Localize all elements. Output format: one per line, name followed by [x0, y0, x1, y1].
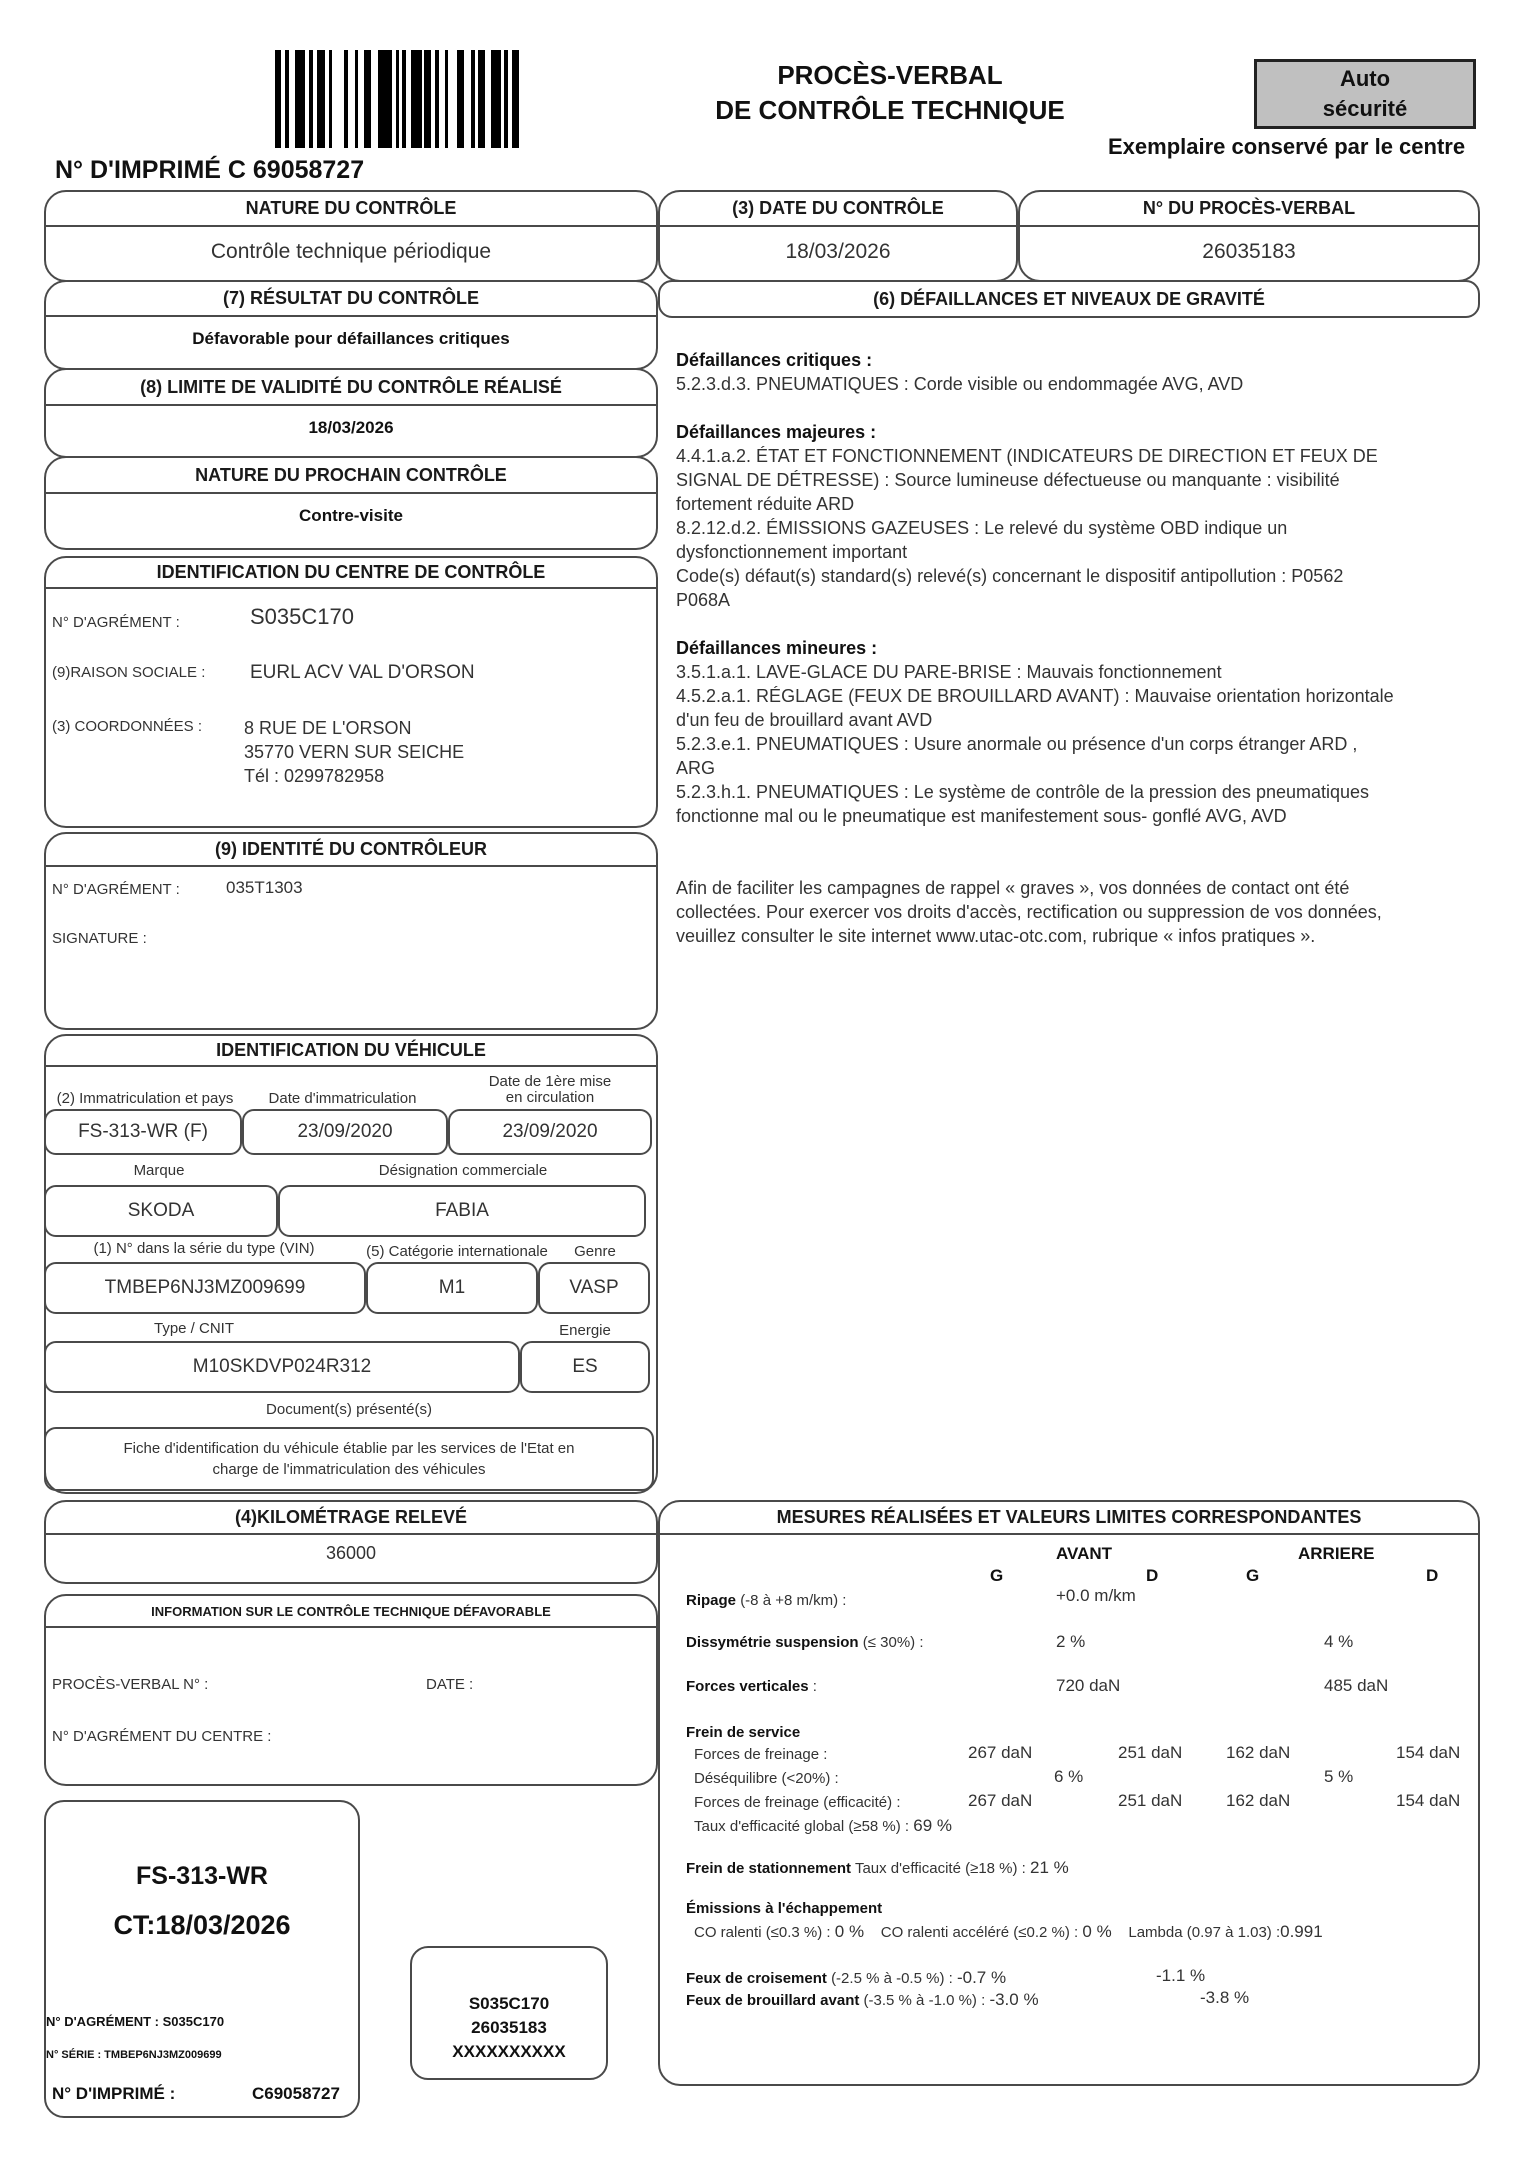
frein-stationnement-row: Frein de stationnement Taux d'efficacité (≥18 %) : 21 % — [686, 1858, 1069, 1877]
efficacite-avg: 267 daN — [968, 1791, 1033, 1810]
barcode-icon — [275, 50, 525, 148]
genre-label: Genre — [574, 1243, 616, 1260]
info-pv-label: PROCÈS-VERBAL N° : — [52, 1676, 209, 1693]
date-mise-label-1: Date de 1ère mise — [488, 1073, 612, 1090]
info-defavorable-label: INFORMATION SUR LE CONTRÔLE TECHNIQUE DÉFAVORABLE — [46, 1596, 656, 1628]
forces-verticales-avant: 720 daN — [1056, 1676, 1121, 1695]
documents-line-1: Fiche d'identification du véhicule établie par les services de l'Etat en — [123, 1440, 575, 1457]
ripage-row: Ripage (-8 à +8 m/km) : — [686, 1592, 847, 1609]
signature-label: SIGNATURE : — [52, 930, 147, 947]
mineure-item: 5.2.3.e.1. PNEUMATIQUES : Usure anormale ou présence d'un corps étranger ARD , ARG — [676, 734, 1358, 778]
dissymetrie-row: Dissymétrie suspension (≤ 30%) : — [686, 1634, 924, 1651]
feux-croisement-row: Feux de croisement (-2.5 % à -0.5 %) : -0.7 % — [686, 1968, 1007, 1987]
prochain-controle-value: Contre-visite — [299, 506, 403, 525]
sticker-box — [44, 1800, 360, 2118]
categorie-value: M1 — [366, 1262, 538, 1314]
immat-label: (2) Immatriculation et pays — [56, 1090, 234, 1107]
desequilibre-avant: 6 % — [1054, 1767, 1084, 1786]
stamp-box — [410, 1946, 608, 2080]
date-immat-value: 23/09/2020 — [242, 1109, 448, 1155]
frein-service-title: Frein de service — [686, 1724, 801, 1741]
kilometrage-box — [44, 1500, 658, 1584]
efficacite-avd: 251 daN — [1118, 1791, 1183, 1810]
date-mise-label-2: en circulation — [505, 1089, 595, 1106]
nature-controle-value: Contrôle technique périodique — [210, 240, 492, 263]
forces-freinage-avg: 267 daN — [968, 1743, 1033, 1762]
sticker-imprime-value: C69058727 — [252, 2084, 340, 2103]
stamp-text — [412, 1992, 606, 2064]
numero-pv-label: N° DU PROCÈS-VERBAL — [1020, 192, 1478, 227]
centre-address — [244, 716, 464, 788]
designation-value: FABIA — [278, 1185, 646, 1237]
type-label: Type / CNIT — [153, 1320, 235, 1337]
forces-freinage-ard: 154 daN — [1396, 1743, 1461, 1762]
feux-brouillard-d: -3.8 % — [1200, 1988, 1250, 2007]
marque-label: Marque — [133, 1162, 185, 1179]
limite-validite-value: 18/03/2026 — [308, 418, 394, 437]
centre-box — [44, 556, 658, 828]
stamp-line-3: XXXXXXXXXX — [452, 2042, 566, 2061]
mesures-label: MESURES RÉALISÉES ET VALEURS LIMITES CORRESPONDANTES — [660, 1502, 1478, 1535]
date-mise-label — [445, 1074, 655, 1106]
centre-coord-label: (3) COORDONNÉES : — [52, 718, 203, 735]
defaillances-header-box — [658, 280, 1480, 318]
sticker-ct-date: CT:18/03/2026 — [113, 1910, 291, 1940]
address-line-2: 35770 VERN SUR SEICHE — [244, 742, 465, 762]
marque-value: SKODA — [44, 1185, 278, 1237]
info-date-label: DATE : — [426, 1676, 474, 1693]
sticker-imprime-label: N° D'IMPRIMÉ : — [52, 2084, 176, 2103]
col-arriere-d: D — [1426, 1566, 1439, 1585]
title-line-2: DE CONTRÔLE TECHNIQUE — [715, 95, 1065, 125]
forces-freinage-label: Forces de freinage : — [694, 1746, 828, 1763]
title-line-1: PROCÈS-VERBAL — [777, 60, 1003, 90]
majeures-title: Défaillances majeures : — [676, 422, 877, 442]
feux-brouillard-row: Feux de brouillard avant (-3.5 % à -1.0 %) : -3.0 % — [686, 1990, 1039, 2009]
majeure-item: Code(s) défaut(s) standard(s) relevé(s) concernant le dispositif antipollution : P0562 P068A — [676, 566, 1344, 610]
critiques-title: Défaillances critiques : — [676, 350, 873, 370]
documents-line-2: charge de l'immatriculation des véhicules — [212, 1461, 486, 1478]
resultat-value: Défavorable pour défaillances critiques — [192, 329, 510, 348]
numero-pv-box — [1018, 190, 1480, 282]
efficacite-ard: 154 daN — [1396, 1791, 1461, 1810]
prochain-controle-label: NATURE DU PROCHAIN CONTRÔLE — [46, 458, 656, 494]
sticker-plate: FS-313-WR — [136, 1862, 268, 1890]
col-arriere-g: G — [1246, 1566, 1260, 1585]
centre-agrement-value: S035C170 — [250, 604, 354, 629]
designation-label: Désignation commerciale — [378, 1162, 548, 1179]
col-avant-d: D — [1146, 1566, 1159, 1585]
forces-verticales-arriere: 485 daN — [1324, 1676, 1389, 1695]
mineure-item: 5.2.3.h.1. PNEUMATIQUES : Le système de contrôle de la pression des pneumatiques fonctionne mal ou le pneumatique est manifestement sous- gonflé AVG, AVD — [676, 782, 1370, 826]
prochain-controle-box — [44, 456, 658, 550]
controleur-agrement-value: 035T1303 — [226, 878, 303, 897]
type-value: M10SKDVP024R312 — [44, 1341, 520, 1393]
vin-label: (1) N° dans la série du type (VIN) — [93, 1240, 315, 1257]
centre-raison-label: (9)RAISON SOCIALE : — [52, 664, 206, 681]
date-controle-box — [658, 190, 1018, 282]
info-agrement-label: N° D'AGRÉMENT DU CENTRE : — [52, 1728, 272, 1745]
immat-value: FS-313-WR (F) — [44, 1109, 242, 1155]
forces-freinage-arg: 162 daN — [1226, 1743, 1291, 1762]
col-avant: AVANT — [1056, 1544, 1113, 1563]
mineure-item: 3.5.1.a.1. LAVE-GLACE DU PARE-BRISE : Mauvais fonctionnement — [676, 662, 1222, 682]
address-line-1: 8 RUE DE L'ORSON — [244, 718, 412, 738]
categorie-label: (5) Catégorie internationale — [366, 1243, 548, 1260]
date-controle-label: (3) DATE DU CONTRÔLE — [660, 192, 1016, 227]
nature-controle-label: NATURE DU CONTRÔLE — [46, 192, 656, 227]
majeure-item: 4.4.1.a.2. ÉTAT ET FONCTIONNEMENT (INDICATEURS DE DIRECTION ET FEUX DE SIGNAL DE DÉTRESSE) : Source lumineuse défectueuse ou manquante : visibilité fortement réduite ARD — [676, 446, 1378, 514]
info-defavorable-box — [44, 1594, 658, 1786]
mineure-item: 4.5.2.a.1. RÉGLAGE (FEUX DE BROUILLARD AVANT) : Mauvaise orientation horizontale d'un feu de brouillard avant AVD — [676, 686, 1394, 730]
dissymetrie-arriere: 4 % — [1324, 1632, 1354, 1651]
controleur-box — [44, 832, 658, 1030]
document-title — [690, 58, 1090, 128]
documents-label: Document(s) présenté(s) — [266, 1401, 432, 1418]
controleur-agrement-label: N° D'AGRÉMENT : — [52, 881, 180, 898]
stamp-line-2: 26035183 — [471, 2018, 547, 2037]
defaillances-content — [676, 348, 1396, 948]
sticker-serie: N° SÉRIE : TMBEP6NJ3MZ009699 — [46, 2049, 222, 2061]
controleur-label: (9) IDENTITÉ DU CONTRÔLEUR — [46, 834, 656, 867]
date-controle-value: 18/03/2026 — [785, 240, 891, 263]
date-mise-value: 23/09/2020 — [448, 1109, 652, 1155]
mesures-box — [658, 1500, 1480, 2086]
energie-value: ES — [520, 1341, 650, 1393]
forces-freinage-avd: 251 daN — [1118, 1743, 1183, 1762]
critique-item: 5.2.3.d.3. PNEUMATIQUES : Corde visible ou endommagée AVG, AVD — [676, 374, 1244, 394]
defaillances-label: (6) DÉFAILLANCES ET NIVEAUX DE GRAVITÉ — [873, 288, 1265, 309]
vin-value: TMBEP6NJ3MZ009699 — [44, 1262, 366, 1314]
ripage-value: +0.0 m/km — [1056, 1586, 1136, 1605]
dissymetrie-avant: 2 % — [1056, 1632, 1086, 1651]
resultat-box — [44, 280, 658, 370]
print-number: N° D'IMPRIMÉ C 69058727 — [55, 156, 365, 184]
majeure-item: 8.2.12.d.2. ÉMISSIONS GAZEUSES : Le relevé du système OBD indique un dysfonctionnement important — [676, 518, 1288, 562]
taux-efficacite-row: Taux d'efficacité global (≥58 %) : 69 % — [694, 1816, 953, 1835]
phone: Tél : 0299782958 — [244, 766, 385, 786]
privacy-notice: Afin de faciliter les campagnes de rappel « graves », vos données de contact ont été collectées. Pour exercer vos droits d'accès, rectification ou suppression de vos données, veuillez consulter le site internet www.utac-otc.com, rubrique « infos pratiques ». — [676, 878, 1382, 946]
genre-value: VASP — [538, 1262, 650, 1314]
numero-pv-value: 26035183 — [1202, 240, 1296, 263]
date-immat-label: Date d'immatriculation — [268, 1090, 417, 1107]
col-avant-g: G — [990, 1566, 1004, 1585]
forces-verticales-row: Forces verticales : — [686, 1678, 817, 1695]
limite-validite-box — [44, 368, 658, 458]
stamp-line-1: S035C170 — [468, 1994, 550, 2013]
sticker-agrement: N° D'AGRÉMENT : S035C170 — [46, 2014, 225, 2029]
col-arriere: ARRIERE — [1298, 1544, 1375, 1563]
centre-raison-value: EURL ACV VAL D'ORSON — [250, 662, 475, 683]
resultat-label: (7) RÉSULTAT DU CONTRÔLE — [46, 282, 656, 317]
desequilibre-arriere: 5 % — [1324, 1767, 1354, 1786]
copy-note: Exemplaire conservé par le centre — [1108, 134, 1466, 159]
centre-agrement-label: N° D'AGRÉMENT : — [52, 614, 180, 631]
vehicule-label: IDENTIFICATION DU VÉHICULE — [46, 1036, 656, 1067]
brand-line-1: Auto — [1339, 66, 1391, 91]
documents-value — [44, 1427, 654, 1491]
nature-controle-box — [44, 190, 658, 282]
kilometrage-label: (4)KILOMÉTRAGE RELEVÉ — [46, 1502, 656, 1535]
energie-label: Energie — [559, 1322, 611, 1339]
brand-line-2: sécurité — [1322, 96, 1408, 121]
desequilibre-label: Déséquilibre (<20%) : — [694, 1770, 839, 1787]
feux-croisement-d: -1.1 % — [1156, 1966, 1206, 1985]
mineures-title: Défaillances mineures : — [676, 638, 878, 658]
efficacite-label: Forces de freinage (efficacité) : — [694, 1794, 901, 1811]
brand-badge — [1254, 59, 1476, 129]
centre-label: IDENTIFICATION DU CENTRE DE CONTRÔLE — [46, 558, 656, 589]
emissions-row: CO ralenti (≤0.3 %) : 0 % CO ralenti accéléré (≤0.2 %) : 0 % Lambda (0.97 à 1.03) :0.991 — [694, 1922, 1323, 1941]
kilometrage-value: 36000 — [325, 1543, 377, 1563]
limite-validite-label: (8) LIMITE DE VALIDITÉ DU CONTRÔLE RÉALISÉ — [46, 370, 656, 406]
efficacite-arg: 162 daN — [1226, 1791, 1291, 1810]
emissions-title: Émissions à l'échappement — [686, 1900, 883, 1917]
